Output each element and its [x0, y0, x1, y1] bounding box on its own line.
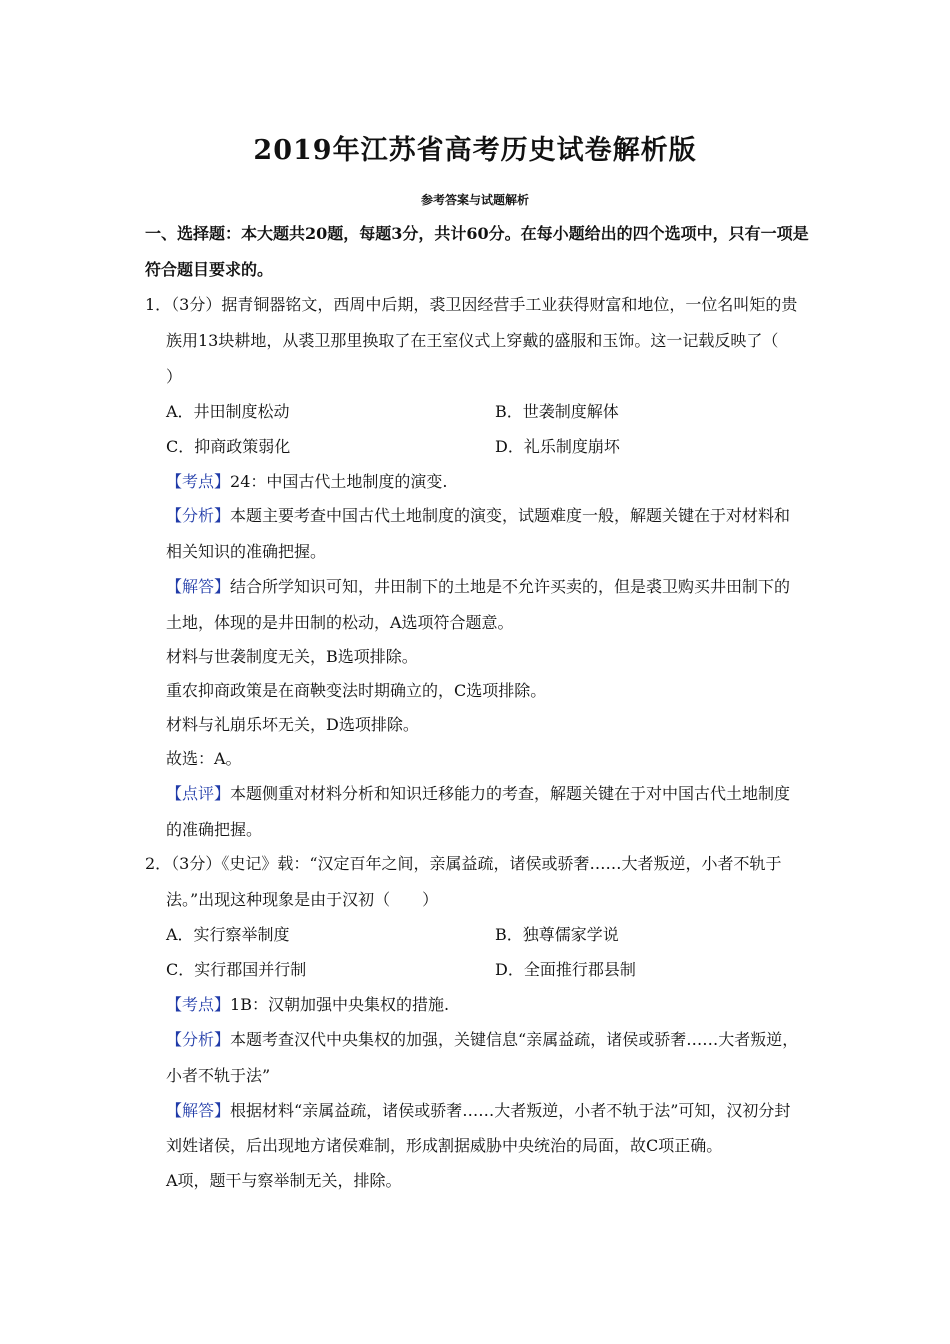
q2-kaodian-tag: 【考点】	[166, 995, 231, 1014]
q1-kaodian-text: 24：中国古代土地制度的演变.	[230, 472, 448, 491]
q1-jieda-line2: 土地，体现的是井田制的松动，A选项符合题意。	[166, 613, 514, 632]
q2-option-b: B．独尊儒家学说	[495, 925, 619, 944]
q2-jieda-line3: A项，题干与察举制无关，排除。	[166, 1171, 402, 1190]
q1-fenxi-line1	[166, 505, 790, 527]
q2-option-d: D．全面推行郡县制	[495, 960, 636, 979]
q2-fenxi-tag: 【分析】	[166, 1030, 231, 1049]
q1-stem-line3: ）	[166, 367, 183, 386]
page-subtitle: 参考答案与试题解析	[420, 193, 529, 207]
q1-jieda-tag: 【解答】	[166, 577, 231, 596]
q1-jieda-line3: 材料与世袭制度无关，B选项排除。	[166, 647, 418, 666]
q1-stem-line1: 1．（3分）据青铜器铭文，西周中后期，裘卫因经营手工业获得财富和地位，一位名叫矩的贵	[145, 295, 798, 314]
q1-jieda-text1: 结合所学知识可知，井田制下的土地是不允许买卖的，但是裘卫购买井田制下的	[230, 577, 791, 596]
q1-dianping-line2: 的准确把握。	[166, 820, 263, 839]
q1-jieda-line5: 材料与礼崩乐坏无关，D选项排除。	[166, 715, 419, 734]
q1-option-b: B．世袭制度解体	[495, 402, 619, 421]
q2-jieda-line2: 刘姓诸侯，后出现地方诸侯难制，形成割据威胁中央统治的局面，故C项正确。	[166, 1136, 723, 1155]
q1-dianping-tag: 【点评】	[166, 784, 231, 803]
q2-kaodian-text: 1B：汉朝加强中央集权的措施.	[230, 995, 450, 1014]
q2-jieda-tag: 【解答】	[166, 1101, 231, 1120]
q1-kaodian-tag: 【考点】	[166, 472, 231, 491]
page-title: 2019年江苏省高考历史试卷解析版	[253, 135, 697, 166]
q1-option-d: D．礼乐制度崩坏	[495, 437, 620, 456]
q1-stem-line2: 族用13块耕地，从裘卫那里换取了在王室仪式上穿戴的盛服和玉饰。这一记载反映了（	[166, 331, 779, 350]
q2-stem-line2: 法。”出现这种现象是由于汉初（ ）	[166, 890, 439, 909]
q1-jieda-line1	[166, 576, 790, 598]
q1-option-a: A．井田制度松动	[166, 402, 290, 421]
q2-fenxi-line2: 小者不轨于法”	[166, 1066, 271, 1085]
q1-fenxi-text1: 本题主要考查中国古代土地制度的演变，试题难度一般，解题关键在于对材料和	[230, 506, 791, 525]
q1-dianping-line1	[166, 783, 790, 805]
section-heading-line2: 符合题目要求的。	[145, 260, 274, 279]
q2-jieda-text1: 根据材料“亲属益疏，诸侯或骄奢……大者叛逆，小者不轨于法”可知，汉初分封	[230, 1101, 791, 1120]
q2-option-c: C．实行郡国并行制	[166, 960, 307, 979]
q1-option-c: C．抑商政策弱化	[166, 437, 291, 456]
q2-jieda-line1	[166, 1100, 790, 1122]
q1-kaodian	[166, 471, 447, 493]
q1-fenxi-tag: 【分析】	[166, 506, 231, 525]
q1-dianping-text1: 本题侧重对材料分析和知识迁移能力的考查，解题关键在于对中国古代土地制度	[230, 784, 791, 803]
q1-fenxi-line2: 相关知识的准确把握。	[166, 542, 327, 561]
q2-fenxi-line1	[166, 1029, 798, 1051]
q1-jieda-line6: 故选：A。	[166, 749, 242, 768]
section-heading-line1: 一、选择题：本大题共20题，每题3分，共计60分。在每小题给出的四个选项中，只有一项是	[145, 224, 809, 243]
q2-kaodian	[166, 994, 449, 1016]
q2-option-a: A．实行察举制度	[166, 925, 290, 944]
q2-fenxi-text1: 本题考查汉代中央集权的加强，关键信息“亲属益疏，诸侯或骄奢……大者叛逆，	[230, 1030, 799, 1049]
q1-jieda-line4: 重农抑商政策是在商鞅变法时期确立的，C选项排除。	[166, 681, 547, 700]
q2-stem-line1: 2．（3分）《史记》载：“汉定百年之间，亲属益疏，诸侯或骄奢……大者叛逆，小者不轨于	[145, 854, 782, 873]
